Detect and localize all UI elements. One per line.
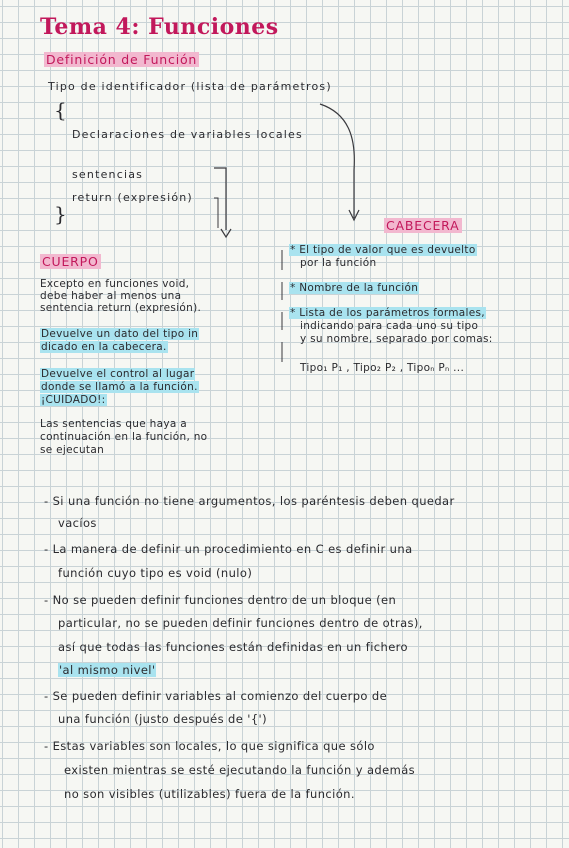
cuerpo-p4-l3: se ejecutan — [40, 444, 105, 456]
nota-3-l4: 'al mismo nivel' — [59, 663, 156, 677]
cuerpo-p1-l3: sentencia return (expresión). — [40, 302, 202, 314]
close-brace: } — [54, 202, 68, 226]
declaraciones-line: Declaraciones de variables locales — [72, 128, 303, 141]
cabecera-b1-l1: * El tipo de valor que es devuelto — [290, 244, 476, 256]
nota-4-l2: una función (justo después de '{') — [58, 712, 267, 726]
nota-3-l1: - No se pueden definir funciones dentro de un bloque (en — [44, 593, 397, 607]
cabecera-b3-l1: * Lista de los parámetros formales, — [290, 307, 485, 319]
cabecera-b3-l2: indicando para cada uno su tipo — [300, 320, 479, 332]
cabecera-b2: * Nombre de la función — [290, 282, 419, 294]
cabecera-params: Tipo₁ P₁ , Tipo₂ P₂ , Tipoₙ Pₙ ... — [300, 362, 465, 374]
cuerpo-p1-l1: Excepto en funciones void, — [40, 278, 190, 290]
arrow-to-cuerpo — [214, 168, 226, 230]
return-line: return (expresión) — [72, 191, 193, 204]
nota-1-l2: vacíos — [58, 516, 97, 530]
cuerpo-p1-l2: debe haber al menos una — [40, 290, 182, 302]
cuerpo-p3-l1: Devuelve el control al lugar — [41, 368, 195, 380]
cabecera-b1-l2: por la función — [300, 257, 377, 269]
arrow-to-cabecera — [320, 104, 354, 218]
arrow-to-cuerpo-head — [221, 229, 231, 237]
nota-2-l1: - La manera de definir un procedimiento en C es definir una — [44, 542, 413, 556]
cuerpo-p4-l2: continuación en la función, no — [40, 431, 208, 443]
nota-3-l2: particular, no se pueden definir funciones dentro de otras), — [58, 616, 423, 630]
definicion-heading: Definición de Función — [46, 52, 198, 67]
function-signature: Tipo de identificador (lista de parámetros) — [48, 80, 332, 93]
nota-5-l2: existen mientras se esté ejecutando la función y además — [64, 763, 416, 777]
cabecera-heading: CABECERA — [386, 218, 460, 233]
page-title: Tema 4: Funciones — [40, 14, 279, 40]
sentencias-line: sentencias — [72, 168, 144, 181]
cuerpo-p3-l2: donde se llamó a la función. — [41, 381, 198, 393]
cuerpo-p2-l2: dicado en la cabecera. — [41, 341, 167, 353]
nota-5-l3: no son visibles (utilizables) fuera de la función. — [64, 787, 355, 801]
nota-2-l2: función cuyo tipo es void (nulo) — [58, 566, 253, 580]
cuerpo-heading: CUERPO — [42, 254, 99, 269]
cuerpo-p3-l3: ¡CUIDADO!: — [41, 394, 106, 406]
nota-3-l3: así que todas las funciones están definidas en un fichero — [58, 640, 408, 654]
cuerpo-p2-l1: Devuelve un dato del tipo in — [41, 328, 199, 340]
nota-1-l1: - Si una función no tiene argumentos, los paréntesis deben quedar — [44, 494, 455, 508]
nota-4-l1: - Se pueden definir variables al comienzo del cuerpo de — [44, 689, 388, 703]
cuerpo-p4-l1: Las sentencias que haya a — [40, 418, 187, 430]
arrow-to-cuerpo-bracket — [214, 198, 218, 228]
nota-5-l1: - Estas variables son locales, lo que significa que sólo — [44, 739, 375, 753]
open-brace: { — [54, 98, 68, 122]
cabecera-b3-l3: y su nombre, separado por comas: — [300, 333, 493, 345]
